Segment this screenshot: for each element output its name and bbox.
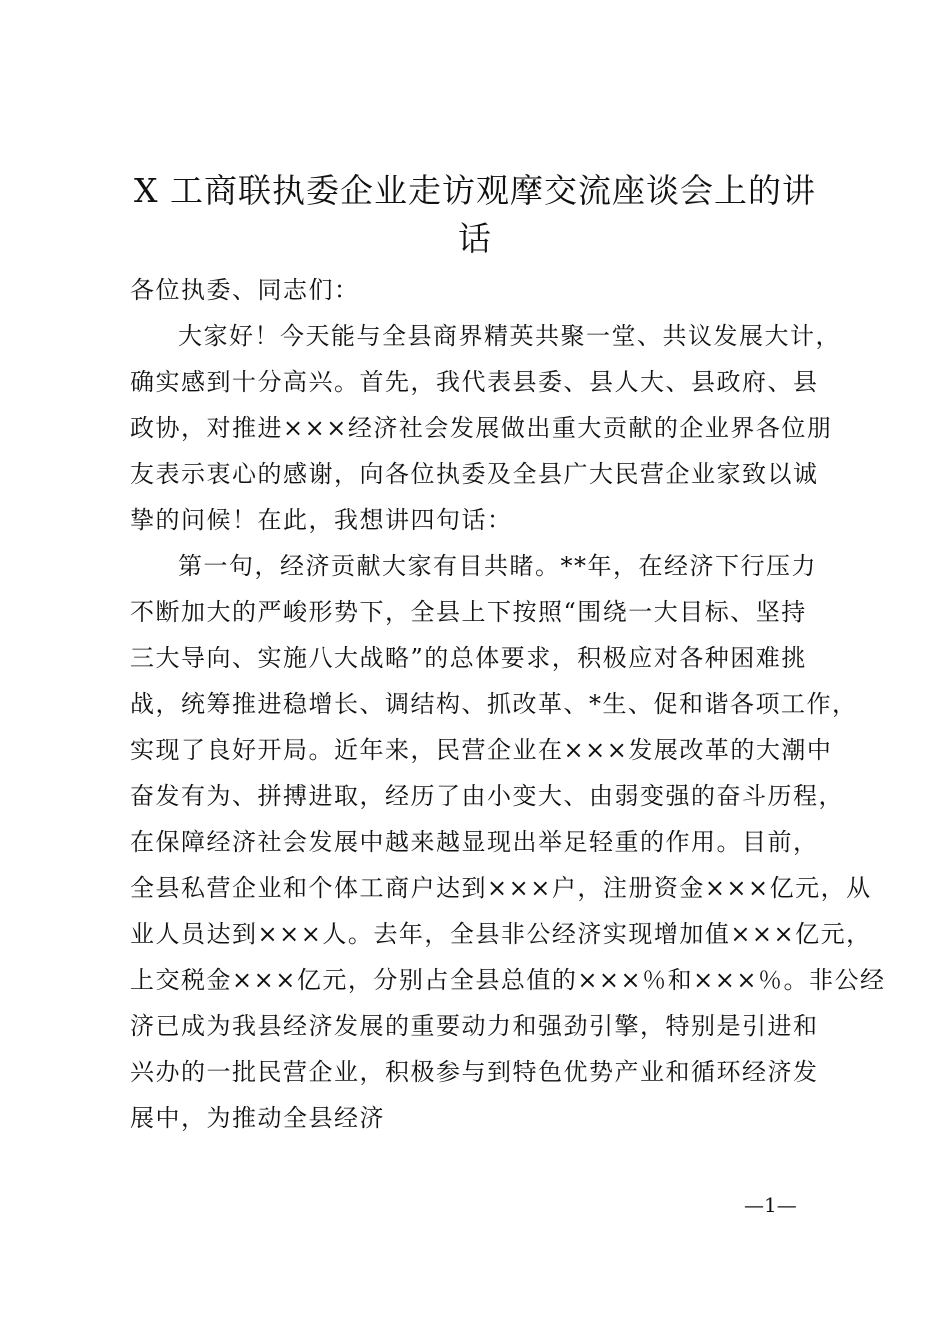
paragraph-2-line: 在保障经济社会发展中越来越显现出举足轻重的作用。目前， — [130, 828, 819, 856]
page-number: —1— — [744, 1193, 797, 1217]
paragraph-1-line: 大家好！今天能与全县商界精英共聚一堂、共议发展大计， — [178, 322, 841, 350]
paragraph-1-line: 挚的问候！在此，我想讲四句话： — [130, 506, 513, 534]
document-title-line-1: X 工商联执委企业走访观摩交流座谈会上的讲 — [134, 171, 816, 210]
paragraph-2-line: 济已成为我县经济发展的重要动力和强劲引擎，特别是引进和 — [130, 1012, 819, 1040]
paragraph-2-line: 奋发有为、拼搏进取，经历了由小变大、由弱变强的奋斗历程， — [130, 782, 844, 810]
paragraph-2-line: 兴办的一批民营企业，积极参与到特色优势产业和循环经济发 — [130, 1058, 819, 1086]
salutation: 各位执委、同志们： — [130, 276, 360, 304]
paragraph-2-line: 三大导向、实施八大战略”的总体要求，积极应对各种困难挑 — [130, 644, 807, 672]
paragraph-2-line: 业人员达到×××人。去年，全县非公经济实现增加值×××亿元， — [130, 920, 872, 948]
paragraph-2-line: 实现了良好开局。近年来，民营企业在×××发展改革的大潮中 — [130, 736, 833, 764]
paragraph-2-line: 上交税金×××亿元，分别占全县总值的×××％和×××％。非公经 — [130, 966, 886, 994]
paragraph-1-line: 友表示衷心的感谢，向各位执委及全县广大民营企业家致以诚 — [130, 460, 819, 488]
paragraph-1-line: 确实感到十分高兴。首先，我代表县委、县人大、县政府、县 — [130, 368, 819, 396]
paragraph-2-line: 展中，为推动全县经济 — [130, 1104, 385, 1132]
document-title-line-2: 话 — [458, 219, 492, 258]
paragraph-2-line: 不断加大的严峻形势下，全县上下按照“围绕一大目标、坚持 — [130, 598, 807, 626]
paragraph-2-line: 第一句，经济贡献大家有目共睹。**年，在经济下行压力 — [178, 552, 817, 580]
paragraph-1-line: 政协，对推进×××经济社会发展做出重大贡献的企业界各位朋 — [130, 414, 833, 442]
paragraph-2-line: 全县私营企业和个体工商户达到×××户，注册资金×××亿元，从 — [130, 874, 872, 902]
paragraph-2-line: 战，统筹推进稳增长、调结构、抓改革、*生、促和谐各项工作， — [130, 690, 858, 718]
